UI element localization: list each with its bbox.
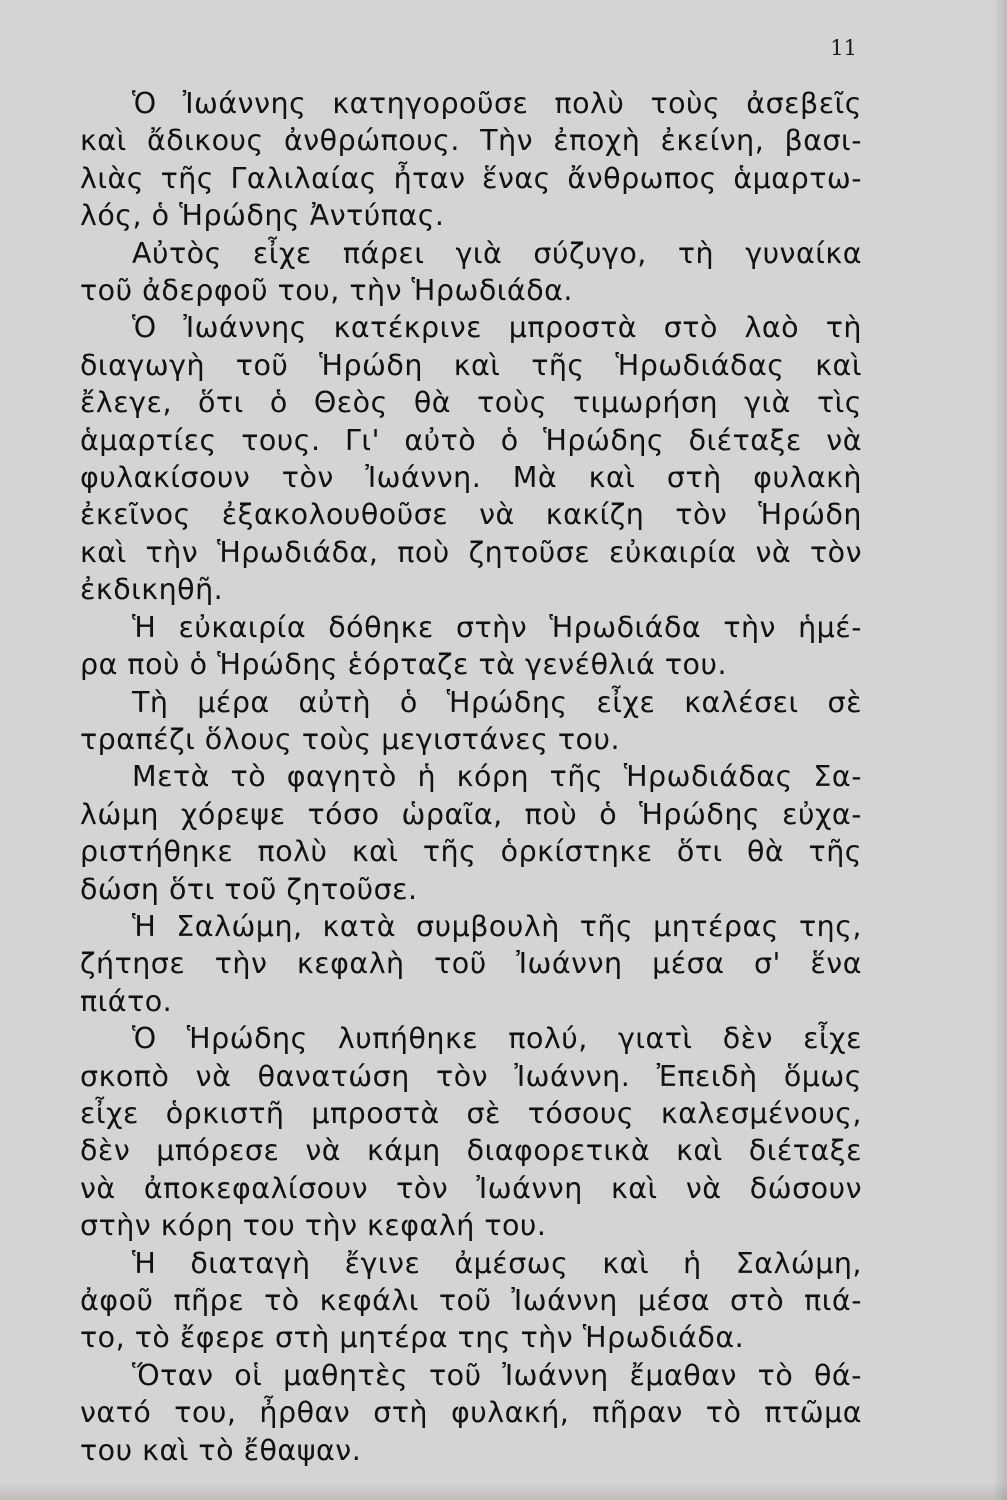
text-line: ἔλεγε, ὅτι ὁ Θεὸς θὰ τοὺς τιμωρήση γιὰ τὶς [80,386,862,420]
text-line: Ἡ διαταγὴ ἔγινε ἀμέσως καὶ ἡ Σαλώμη, [132,1246,862,1280]
text-line: διαγωγὴ τοῦ Ἡρώδη καὶ τῆς Ἡρωδιάδας καὶ [80,348,862,382]
text-line: δώση ὅτι τοῦ ζητοῦσε. [80,872,418,906]
text-line: Τὴ μέρα αὐτὴ ὁ Ἡρώδης εἶχε καλέσει σὲ [132,685,862,719]
text-line: Ἡ Σαλώμη, κατὰ συμβουλὴ τῆς μητέρας της, [132,909,862,943]
text-line: Ὁ Ἡρώδης λυπήθηκε πολύ, γιατὶ δὲν εἶχε [132,1022,862,1056]
text-line: ἁμαρτίες τους. Γι' αὐτὸ ὁ Ἡρώδης διέταξε νὰ [80,423,862,457]
text-line: στὴν κόρη του τὴν κεφαλή του. [80,1209,547,1243]
page-bottom-shadow [0,1482,1007,1500]
text-line: ζήτησε τὴν κεφαλὴ τοῦ Ἰωάννη μέσα σ' ἕνα [80,947,862,981]
text-line: λώμη χόρεψε τόσο ὡραῖα, ποὺ ὁ Ἡρώδης εὐχα- [80,797,862,831]
text-line: νατό του, ἦρθαν στὴ φυλακή, πῆραν τὸ πτῶμα [80,1396,862,1430]
text-line: ριστήθηκε πολὺ καὶ τῆς ὁρκίστηκε ὅτι θὰ τῆς [80,835,862,869]
text-line: λός, ὁ Ἡρώδης Ἀντύπας. [80,199,445,233]
text-line: φυλακίσουν τὸν Ἰωάννη. Μὰ καὶ στὴ φυλακὴ [80,461,862,495]
text-line: το, τὸ ἔφερε στὴ μητέρα της τὴν Ἡρωδιάδα. [80,1321,745,1355]
text-line: Μετὰ τὸ φαγητὸ ἡ κόρη τῆς Ἡρωδιάδας Σα- [132,760,862,794]
text-line: ἐκεῖνος ἐξακολουθοῦσε νὰ κακίζη τὸν Ἡρώδη [80,498,862,532]
text-line: ἀφοῦ πῆρε τὸ κεφάλι τοῦ Ἰωάννη μέσα στὸ πιά- [80,1284,862,1317]
text-line: Ὁ Ἰωάννης κατέκρινε μπροστὰ στὸ λαὸ τὴ [132,311,862,345]
text-line: Ἡ εὐκαιρία δόθηκε στὴν Ἡρωδιάδα τὴν ἡμέ- [132,610,862,644]
page-number: 11 [830,36,857,60]
text-line: ρα ποὺ ὁ Ἡρώδης ἑόρταζε τὰ γενέθλιά του. [80,648,728,682]
text-line: τραπέζι ὅλους τοὺς μεγιστάνες του. [80,722,621,756]
body-text [80,85,862,1469]
text-line: Αὐτὸς εἶχε πάρει γιὰ σύζυγο, τὴ γυναίκα [132,236,862,270]
page-edge-shadow [993,0,1007,1500]
text-line: του καὶ τὸ ἔθαψαν. [80,1433,362,1467]
text-line: νὰ ἀποκεφαλίσουν τὸν Ἰωάννη καὶ νὰ δώσουν [80,1171,862,1205]
text-line: λιὰς τῆς Γαλιλαίας ἦταν ἕνας ἄνθρωπος ἁμαρτω- [80,161,862,195]
text-line: ἐκδικηθῆ. [80,573,224,607]
text-line: Ὁ Ἰωάννης κατηγοροῦσε πολὺ τοὺς ἀσεβεῖς [132,87,862,120]
text-line: καὶ ἄδικους ἀνθρώπους. Τὴν ἐποχὴ ἐκείνη, βασι- [80,124,862,158]
text-line: εἶχε ὁρκιστῆ μπροστὰ σὲ τόσους καλεσμένους, [80,1096,862,1130]
text-line: Ὅταν οἱ μαθητὲς τοῦ Ἰωάννη ἔμαθαν τὸ θά- [132,1358,862,1392]
text-line: καὶ τὴν Ἡρωδιάδα, ποὺ ζητοῦσε εὐκαιρία νὰ τὸν [80,535,862,569]
text-line: σκοπὸ νὰ θανατώση τὸν Ἰωάννη. Ἐπειδὴ ὅμως [80,1059,862,1093]
text-line: πιάτο. [80,984,173,1018]
text-line: τοῦ ἀδερφοῦ του, τὴν Ἡρωδιάδα. [80,274,573,308]
text-line: δὲν μπόρεσε νὰ κάμη διαφορετικὰ καὶ διέταξε [80,1134,862,1168]
